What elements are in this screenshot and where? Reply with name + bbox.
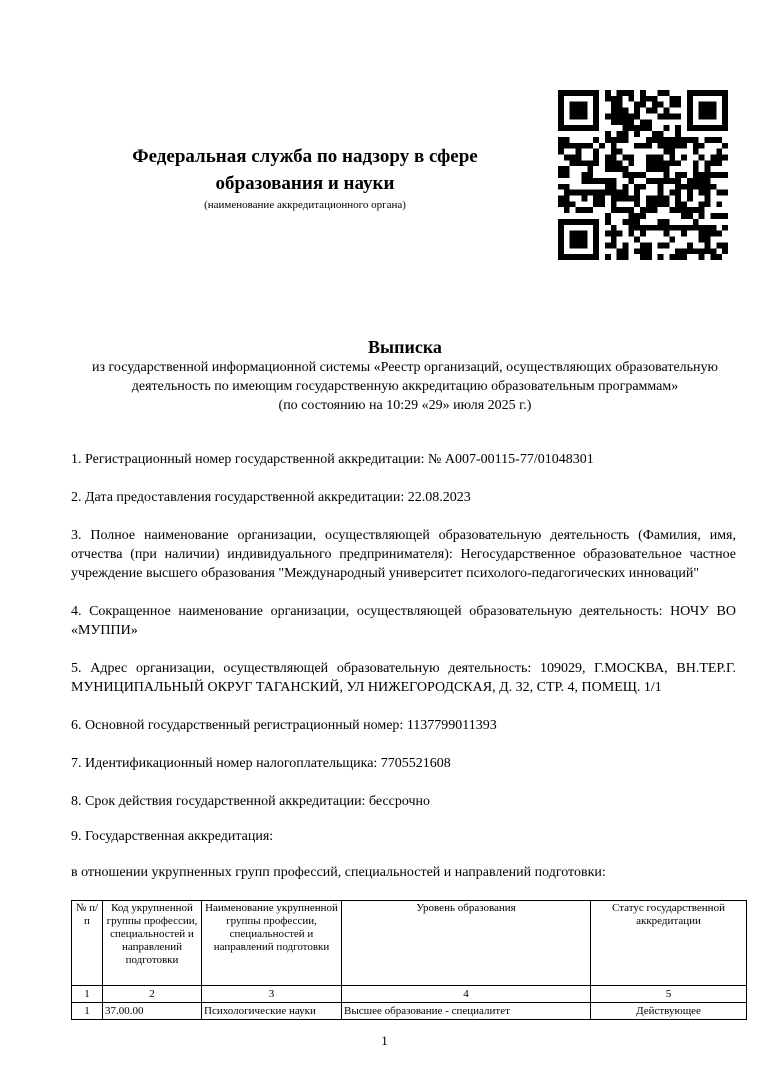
agency-caption: (наименование аккредитационного органа) bbox=[204, 199, 406, 211]
table-row bbox=[72, 1003, 747, 1020]
item-validity: 8. Срок действия государственной аккредитации: бессрочно bbox=[71, 794, 431, 809]
header-number: № п/п bbox=[72, 901, 103, 986]
agency-name-line2: образования и науки bbox=[215, 173, 395, 194]
row-education-level: Высшее образование - специалитет bbox=[342, 1003, 591, 1020]
item-accreditation-date: 2. Дата предоставления государственной аккредитации: 22.08.2023 bbox=[71, 490, 471, 505]
index-cell: 5 bbox=[591, 986, 747, 1003]
document-date-line: (по состоянию на 10:29 «29» июля 2025 г.) bbox=[278, 398, 532, 413]
header-group-name: Наименование укрупненной группы профессии, специальностей и направлений подготовки bbox=[202, 901, 342, 986]
item-ogrn: 6. Основной государственный регистрационный номер: 1137799011393 bbox=[71, 718, 497, 733]
item-inn: 7. Идентификационный номер налогоплательщика: 7705521608 bbox=[71, 756, 451, 771]
item-accreditation-heading: 9. Государственная аккредитация: bbox=[71, 829, 274, 844]
item-short-name: 4. Сокращенное наименование организации, осуществляющей образовательную деятельность: НОЧУ ВО «МУППИ» bbox=[71, 604, 736, 638]
document-title-block bbox=[60, 336, 750, 415]
item-full-name: 3. Полное наименование организации, осуществляющей образовательную деятельность (Фамилия, имя, отчества (при наличии) индивидуального предпринимателя): Негосударственное образовательное частное учреждение высшего образования "Международный университет психолого-педагогических инноваций" bbox=[71, 528, 736, 581]
item-address: 5. Адрес организации, осуществляющей образовательную деятельность: 109029, Г.МОСКВА, ВН.ТЕР.Г. МУНИЦИПАЛЬНЫЙ ОКРУГ ТАГАНСКИЙ, УЛ НИЖЕГОРОДСКАЯ, Д. 32, СТР. 4, ПОМЕЩ. 1/1 bbox=[71, 661, 736, 695]
item-groups-intro: в отношении укрупненных групп профессий, специальностей и направлений подготовки: bbox=[71, 865, 606, 880]
row-number: 1 bbox=[72, 1003, 103, 1020]
index-cell: 1 bbox=[72, 986, 103, 1003]
agency-name-line1: Федеральная служба по надзору в сфере bbox=[132, 146, 478, 167]
table-header-row bbox=[72, 901, 747, 986]
row-code: 37.00.00 bbox=[103, 1003, 202, 1020]
document-subtitle-line1: из государственной информационной системы «Реестр организаций, осуществляющих образовательную bbox=[92, 360, 718, 375]
table-index-row bbox=[72, 986, 747, 1003]
document-title: Выписка bbox=[368, 337, 442, 357]
index-cell: 3 bbox=[202, 986, 342, 1003]
header-education-level: Уровень образования bbox=[342, 901, 591, 986]
header-status: Статус государственной аккредитации bbox=[591, 901, 747, 986]
page-number: 1 bbox=[381, 1033, 388, 1048]
index-cell: 4 bbox=[342, 986, 591, 1003]
document-subtitle-line2: деятельность по имеющим государственную аккредитацию образовательным программам» bbox=[131, 379, 679, 394]
row-status: Действующее bbox=[591, 1003, 747, 1020]
row-group-name: Психологические науки bbox=[202, 1003, 342, 1020]
accreditation-table bbox=[71, 900, 747, 1020]
header-code: Код укрупненной группы профессии, специальностей и направлений подготовки bbox=[103, 901, 202, 986]
qr-code-icon bbox=[558, 90, 728, 260]
agency-name bbox=[95, 143, 515, 197]
item-registration-number: 1. Регистрационный номер государственной аккредитации: № А007-00115-77/01048301 bbox=[71, 452, 594, 467]
index-cell: 2 bbox=[103, 986, 202, 1003]
